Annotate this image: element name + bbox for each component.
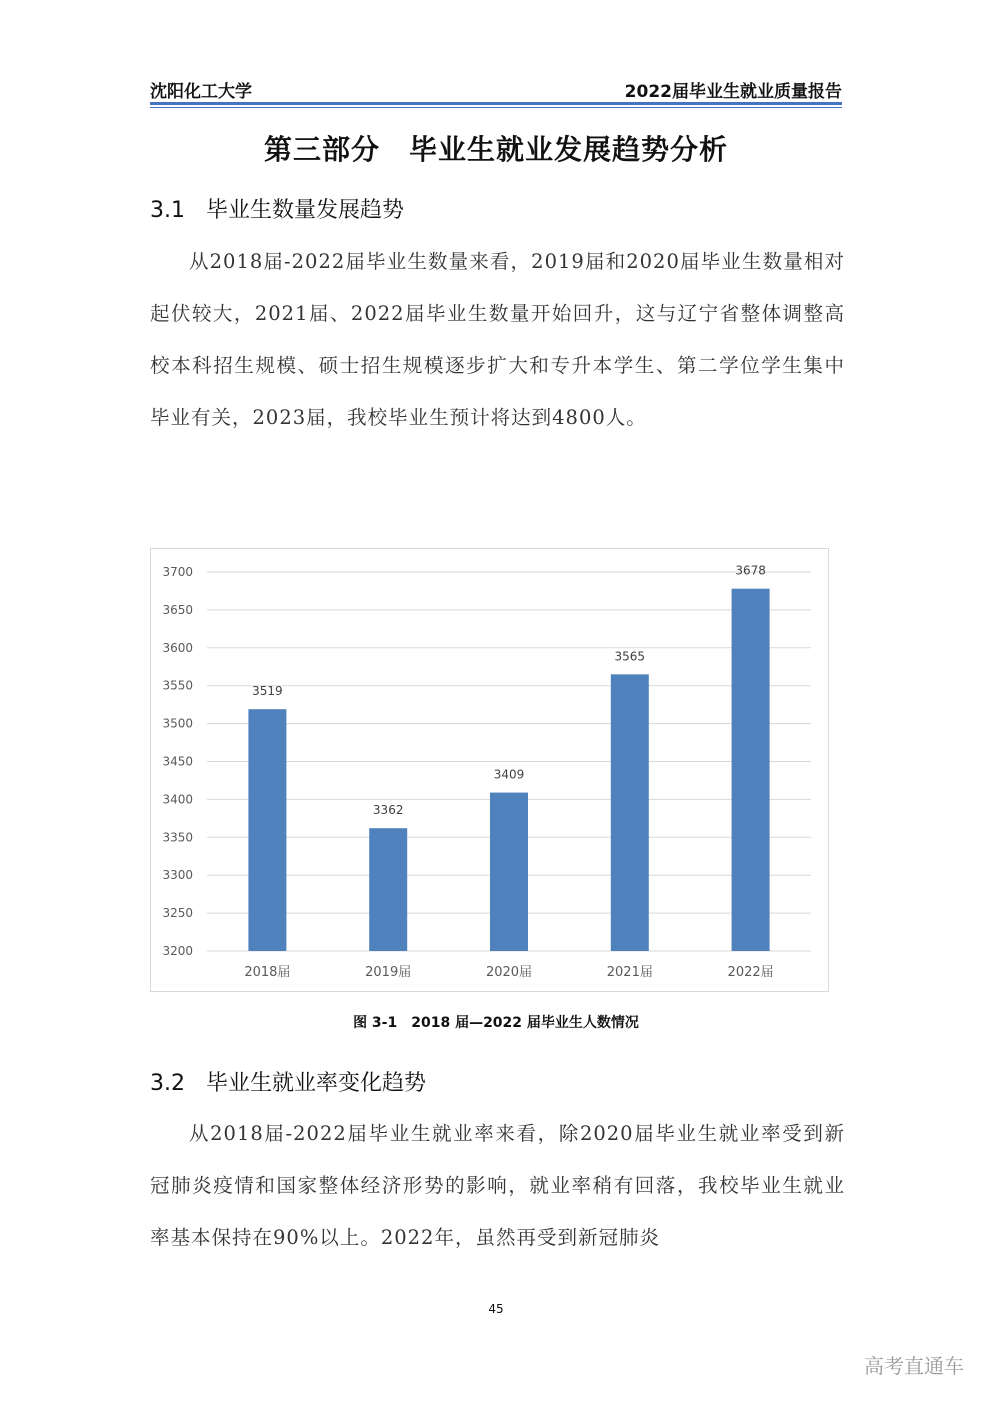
data-label: 3362: [372, 803, 404, 818]
y-tick-label: 3650: [162, 602, 193, 617]
section-paragraph-3-1: 从2018届-2022届毕业生数量来看，2019届和2020届毕业生数量相对起伏较大，2021届、2022届毕业生数量开始回升，这与辽宁省整体调整高校本科招生规模、硕士招生规模逐步扩大和专升本学生、第二学位学生集中毕业有关，2023届，我校毕业生预计将达到4800人。: [150, 250, 845, 429]
y-tick-label: 3700: [162, 565, 193, 579]
section-title: 毕业生就业率变化趋势: [206, 1071, 427, 1096]
y-tick-label: 3250: [162, 906, 193, 921]
enrollment-bar-chart: [150, 548, 829, 992]
y-tick-label: 3500: [162, 716, 193, 731]
y-tick-label: 3600: [162, 640, 193, 655]
bar: [369, 828, 407, 951]
y-tick-label: 3400: [162, 792, 193, 807]
x-tick-label: 2022届: [727, 965, 774, 980]
bar: [248, 709, 286, 951]
section-heading-3-2: [150, 1066, 426, 1097]
figure-caption: 图 3-1 2018 届—2022 届毕业生人数情况: [353, 1015, 639, 1031]
section-heading-3-1: [150, 193, 404, 224]
y-tick-label: 3350: [162, 830, 193, 845]
header-rule-thin: [150, 107, 842, 108]
bar: [611, 674, 649, 951]
section-number: 3.1: [150, 198, 185, 223]
running-header: [150, 72, 842, 102]
data-label: 3409: [493, 767, 525, 782]
x-tick-label: 2021届: [606, 965, 653, 980]
y-tick-label: 3300: [162, 868, 193, 883]
y-tick-label: 3200: [162, 944, 193, 958]
data-label: 3565: [614, 649, 646, 664]
data-label: 3678: [735, 563, 766, 578]
y-tick-label: 3450: [162, 754, 193, 769]
header-rule-thick: [150, 102, 842, 105]
section-number: 3.2: [150, 1071, 185, 1096]
part-title: 第三部分 毕业生就业发展趋势分析: [263, 133, 728, 166]
x-tick-label: 2019届: [365, 965, 412, 980]
bar: [490, 793, 528, 951]
x-tick-label: 2018届: [244, 965, 291, 980]
header-school-name: 沈阳化工大学: [150, 82, 252, 102]
page-number: 45: [488, 1302, 504, 1316]
bar: [732, 589, 770, 951]
watermark-text: 高考直通车: [864, 1354, 964, 1378]
x-tick-label: 2020届: [485, 965, 533, 980]
section-paragraph-3-2: 从2018届-2022届毕业生就业率来看，除2020届毕业生就业率受到新冠肺炎疫情和国家整体经济形势的影响，就业率稍有回落，我校毕业生就业率基本保持在90%以上。2022年，虽然再受到新冠肺炎: [150, 1122, 845, 1249]
y-tick-label: 3550: [162, 678, 193, 693]
section-title: 毕业生数量发展趋势: [206, 198, 405, 223]
header-report-title: 2022届毕业生就业质量报告: [624, 82, 842, 102]
data-label: 3519: [252, 684, 283, 699]
chart-canvas: [151, 549, 828, 991]
